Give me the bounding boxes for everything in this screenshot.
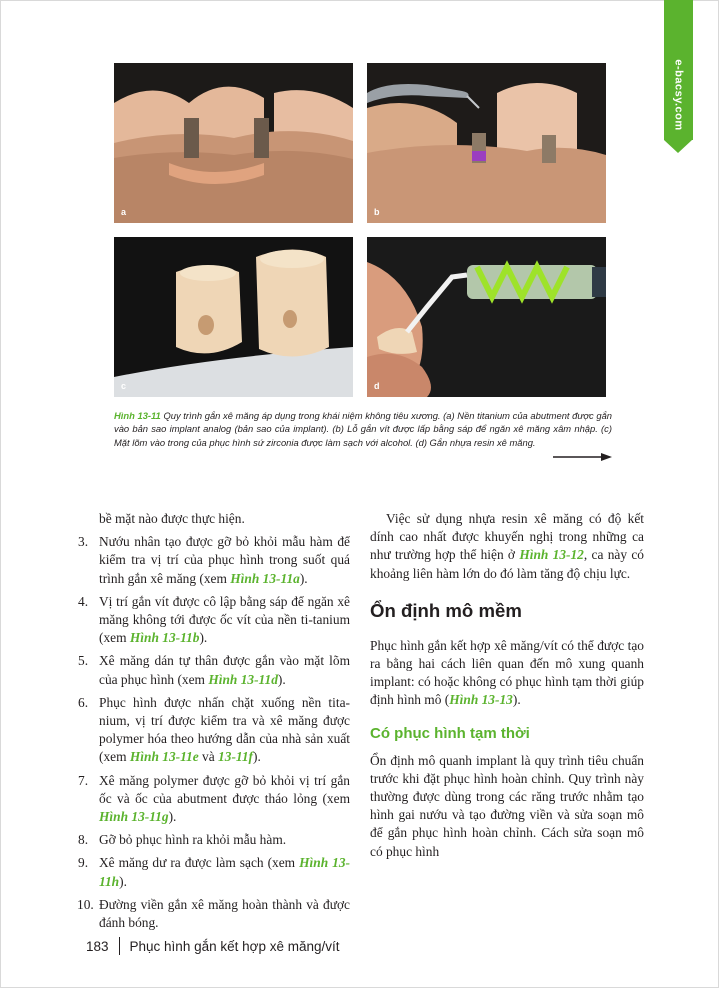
list-item	[78, 831, 350, 849]
step-text-end: ).	[199, 630, 208, 646]
step-text-end: ).	[168, 809, 177, 825]
paragraph-1-end: , ca này có khoảng liên hàm lớn do đó làm tăng độ chịu lực.	[370, 547, 644, 581]
photo-label-c: c	[121, 381, 127, 391]
step-text-end: ).	[253, 749, 261, 765]
arrow-right-icon	[553, 452, 613, 462]
paragraph-1	[370, 510, 644, 583]
step-number: 9.	[78, 855, 89, 871]
steps-list	[78, 533, 350, 932]
list-item	[78, 593, 350, 648]
side-tab-tip	[664, 140, 692, 153]
caption-text: Quy trình gắn xê măng áp dụng trong khái niệm không tiêu xương. (a) Nền titanium của abutment được gắn vào bản sao implant analog (bản sao của implant). (b) Lỗ gắn vít được lấp bằng sáp để ngăn xê măng xâm nhập. (c) Mặt lõm vào trong của phục hình sứ zirconia được làm sạch với alcohol. (d) Gắn nhựa resin xê măng.	[114, 410, 612, 448]
list-item	[78, 652, 350, 688]
step-text-end: ).	[119, 873, 127, 889]
subsection-heading: Có phục hình tạm thời	[370, 724, 530, 742]
figure-link[interactable]: Hình 13-13	[449, 692, 513, 708]
list-item	[78, 854, 350, 890]
step-text: Xê măng dư ra được làm sạch (xem	[99, 855, 300, 871]
step-number: 7.	[78, 772, 89, 788]
step-number: 4.	[78, 593, 89, 609]
step-number: 6.	[78, 694, 89, 710]
paragraph-2-text: Phục hình gắn kết hợp xê măng/vít có thể được tạo ra bằng hai cách liên quan đến mô xung quanh implant: có hoặc không có phục hình tạm thời giúp định hình mô (	[370, 637, 644, 708]
step-text: Phục hình được nhấn chặt xuống nền tita-nium, vị trí được kiểm tra và xê măng được polymer hóa theo hướng dẫn của nhà sản xuất (xem	[99, 694, 350, 765]
step-text-end: ).	[299, 570, 308, 586]
paragraph-2-end: ).	[512, 692, 521, 708]
step-text-end: ).	[277, 671, 286, 687]
figure-link[interactable]: Hình 13-11h	[99, 855, 350, 889]
photo-d	[367, 237, 606, 397]
page-number: 183	[86, 938, 109, 954]
page-footer	[86, 936, 340, 956]
paragraph-2	[370, 637, 644, 710]
step-text: Xê măng dán tự thân được gắn vào mặt lõm của phục hình (xem	[99, 653, 350, 687]
figure-link[interactable]: Hình 13-11a	[230, 570, 300, 586]
list-item	[78, 772, 350, 827]
photo-label-b: b	[374, 207, 380, 217]
chapter-title: Phục hình gắn kết hợp xê măng/vít	[129, 938, 340, 954]
photo-label-a: a	[121, 207, 127, 217]
right-column	[370, 510, 644, 861]
step-text: Xê măng polymer được gỡ bỏ khỏi vị trí gắn ốc và ốc của abutment được tháo lỏng (xem	[99, 772, 350, 806]
photo-a	[114, 63, 353, 223]
figure-link[interactable]: Hình 13-11b	[129, 630, 200, 646]
list-item	[78, 896, 350, 932]
step-text: Vị trí gắn vít được cô lập bằng sáp để ngăn xê măng không tới được ốc vít của nền ti-tanium (xem	[99, 593, 350, 646]
side-tab-text-wrap	[664, 50, 693, 140]
photo-label-d: d	[374, 381, 380, 391]
step-text-mid: và	[198, 749, 219, 765]
caption-figure-ref: Hình 13-11	[114, 410, 161, 421]
section-heading: Ổn định mô mềm	[370, 599, 522, 621]
photo-c	[114, 237, 353, 397]
side-tab-label: e-bacsy.com	[672, 59, 685, 131]
figure-link[interactable]: Hình 13-11d	[208, 671, 278, 687]
step-text: Đường viền gắn xê măng hoàn thành và được đánh bóng.	[99, 896, 350, 931]
step-number: 8.	[78, 832, 89, 848]
step-text: Gỡ bỏ phục hình ra khỏi mẫu hàm.	[99, 832, 287, 848]
step-number: 5.	[78, 653, 89, 669]
paragraph-3: Ổn định mô quanh implant là quy trình tiêu chuẩn trước khi đặt phục hình hoàn chỉnh. Quy trình này thường được dùng trong các răng trước nhằm tạo hình gai nướu và tạo đường viền và sửa soạn mô để gắn phục hình hoàn chỉnh. Cách sửa soạn mô có phục hình	[370, 752, 644, 859]
figure-link[interactable]: Hình 13-11e	[129, 749, 199, 765]
left-column	[78, 510, 350, 937]
figure-link-2[interactable]: 13-11f	[218, 749, 254, 765]
list-item	[78, 533, 350, 588]
figure-link[interactable]: Hình 13-12	[519, 547, 584, 563]
paragraph-1-text: Việc sử dụng nhựa resin xê măng có độ kết dính cao nhất được khuyến nghị trong những ca như trường hợp thể hiện ở	[370, 511, 644, 563]
photo-b	[367, 63, 606, 223]
figure-link[interactable]: Hình 13-11g	[99, 809, 169, 825]
step-number: 3.	[78, 534, 89, 550]
intro-line: bề mặt nào được thực hiện.	[99, 511, 245, 526]
figure-caption	[114, 409, 612, 449]
list-item	[78, 694, 350, 767]
step-text: Nướu nhân tạo được gỡ bỏ khỏi mẫu hàm để kiểm tra vị trí của phục hình trong suốt quá trình gắn xê măng (xem	[99, 534, 350, 586]
step-number: 10.	[77, 896, 94, 912]
footer-divider	[119, 937, 120, 955]
